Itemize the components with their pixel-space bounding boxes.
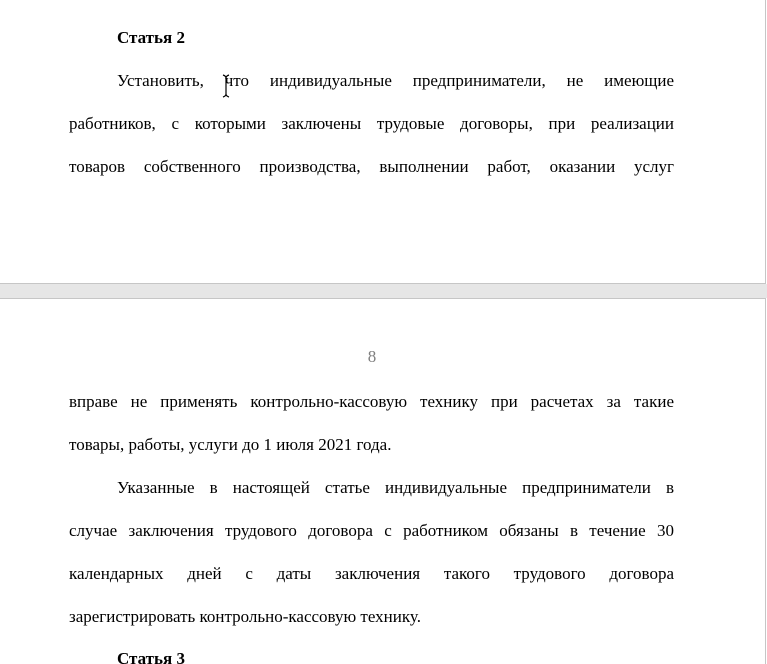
page-number: 8: [367, 347, 377, 366]
text-cursor-icon: [221, 74, 231, 98]
article-2-heading: Статья 2: [117, 28, 185, 47]
article-3-heading: Статья 3: [117, 649, 185, 664]
paragraph-line: вправе не применять контрольно-кассовую технику при расчетах за такие: [69, 392, 674, 411]
paragraph-line: Установить, что индивидуальные предприниматели, не имеющие: [117, 71, 674, 90]
paragraph-line: товаров собственного производства, выполнении работ, оказании услуг: [69, 157, 674, 176]
paragraph-line: Указанные в настоящей статье индивидуальные предприниматели в: [117, 478, 674, 497]
document-page-8[interactable]: [0, 298, 766, 664]
page-separator: [0, 284, 767, 298]
paragraph-line: товары, работы, услуги до 1 июля 2021 года.: [69, 435, 392, 454]
paragraph-line: работников, с которыми заключены трудовые договоры, при реализации: [69, 114, 674, 133]
document-page-7[interactable]: [0, 0, 766, 284]
paragraph-line: календарных дней с даты заключения такого трудового договора: [69, 564, 674, 583]
paragraph-line: случае заключения трудового договора с работником обязаны в течение 30: [69, 521, 674, 540]
paragraph-line: зарегистрировать контрольно-кассовую технику.: [69, 607, 421, 626]
